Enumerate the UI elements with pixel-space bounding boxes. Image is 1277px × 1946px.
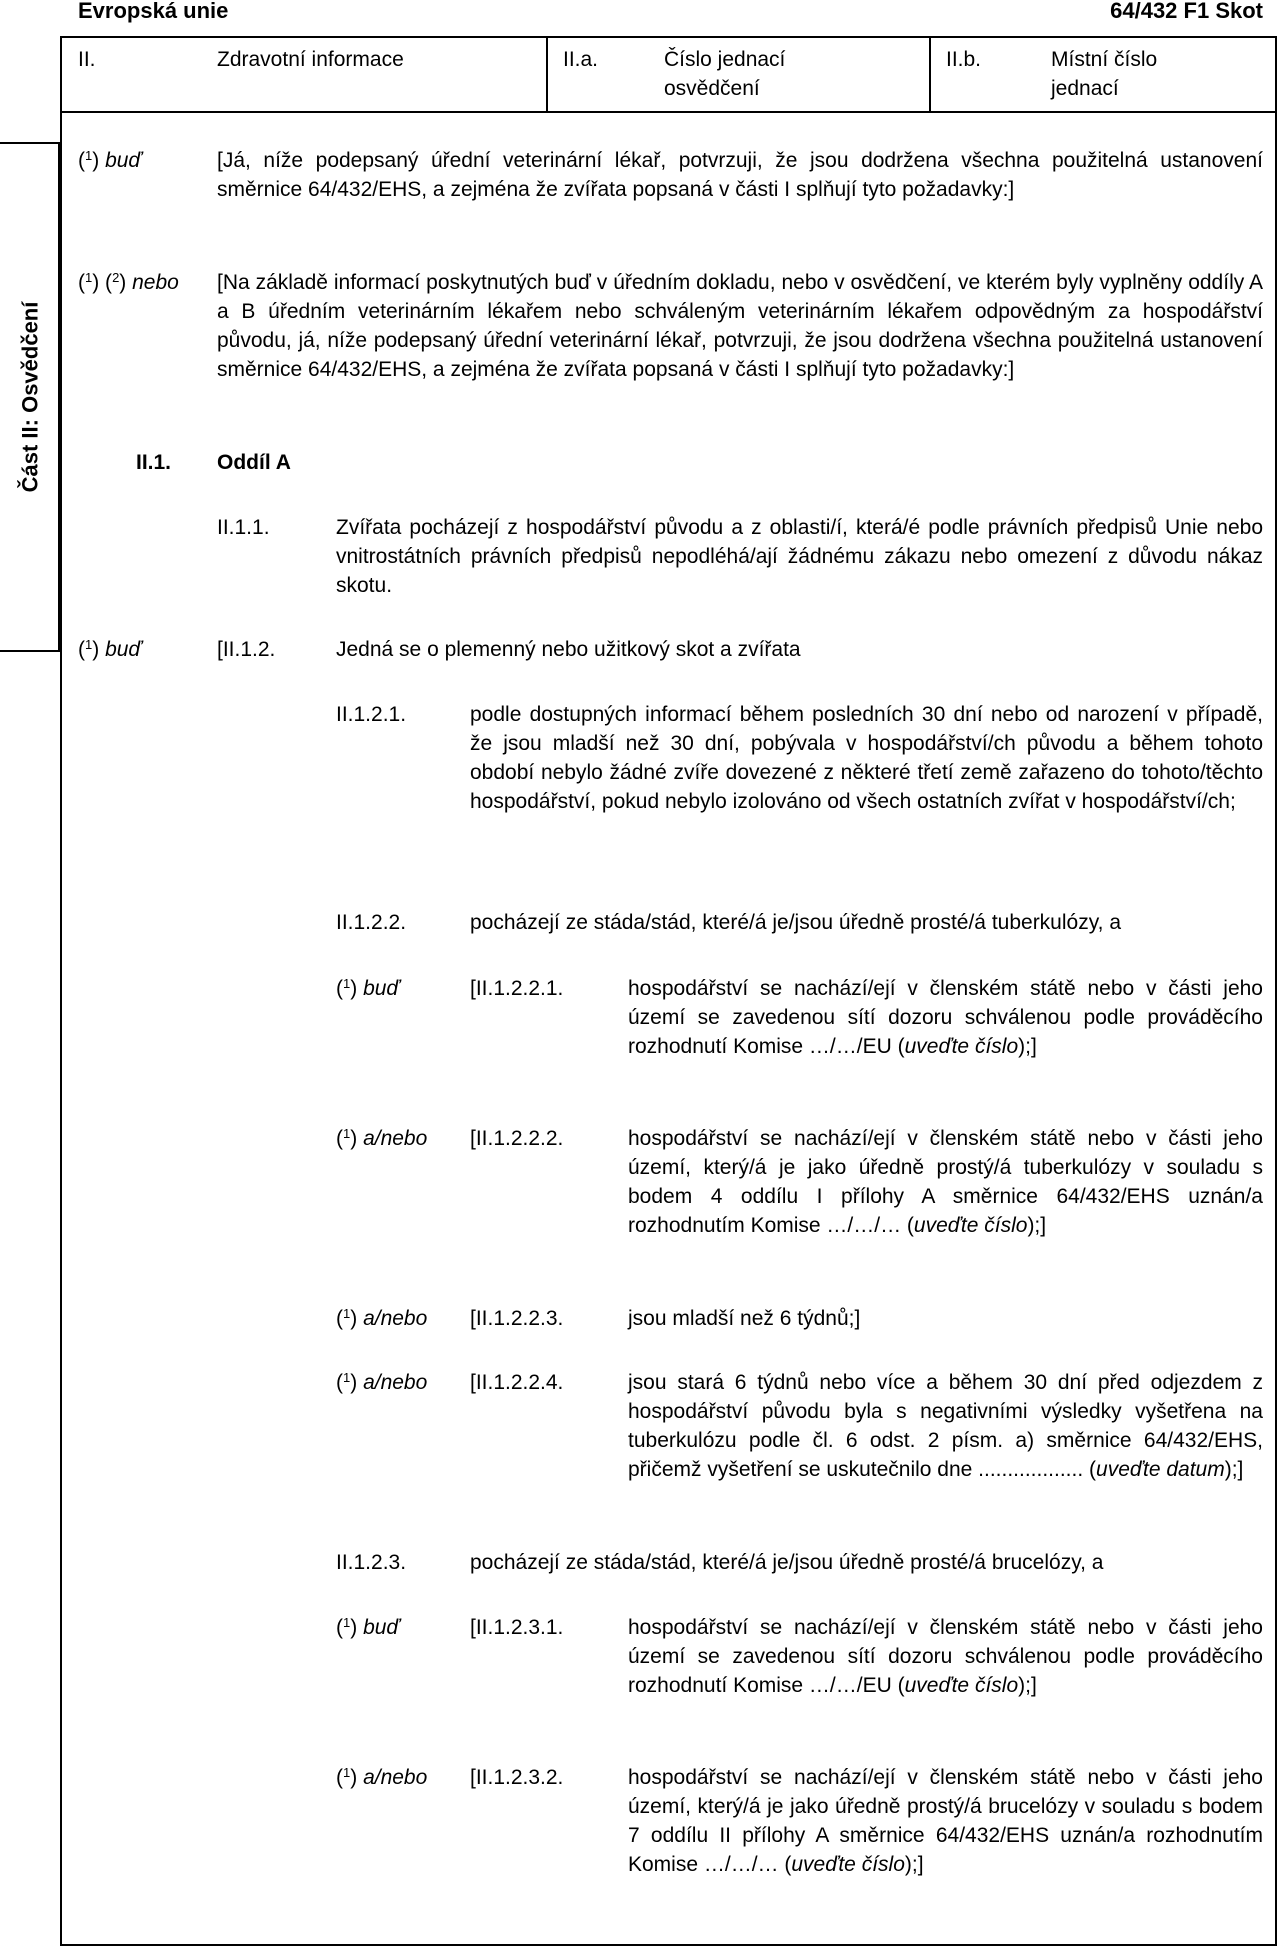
col2-number: II.a. bbox=[563, 48, 599, 71]
item-number: [II.1.2.2.1. bbox=[470, 977, 564, 1000]
block-2-text: [Na základě informací poskytnutých buď v úředním dokladu, nebo v osvědčení, ve kterém byly vyplněny oddíly A a B úředním veterinárním lékařem nebo schváleným veterinárním lékařem odpovědným za hospodářství původu, já, níže podepsaný úřední veterinární lékař, potvrzuji, že jsou dodržena všechna použitelná ustanovení směrnice 64/432/EHS, a zejména že zvířata popsaná v části I splňují tyto požadavky:] bbox=[217, 271, 1263, 381]
header-bottom-line bbox=[60, 111, 1277, 113]
frame-left-line bbox=[60, 36, 62, 1946]
item-text: hospodářství se nachází/ejí v členském státě nebo v části jeho území se zavedenou sítí dozoru schválenou podle prováděcího rozhodnutí Komise …/…/EU (uveďte číslo);] bbox=[628, 977, 1263, 1058]
item-number: [II.1.2.2.3. bbox=[470, 1307, 564, 1330]
col1-number: II. bbox=[78, 48, 96, 71]
item-number: [II.1.2. bbox=[217, 638, 276, 661]
item-number: [II.1.2.3.1. bbox=[470, 1616, 564, 1639]
header-left: Evropská unie bbox=[78, 0, 229, 23]
item-number: [II.1.2.2.2. bbox=[470, 1127, 564, 1150]
item-marker: ($^1$) a/nebo bbox=[336, 1126, 428, 1150]
section-title: Oddíl A bbox=[217, 451, 291, 474]
item-number: II.1.2.3. bbox=[336, 1551, 407, 1574]
item-text: hospodářství se nachází/ejí v členském státě nebo v části jeho území, který/á je jako úředně prostý/á brucelózy v souladu s bodem 7 oddílu II přílohy A směrnice 64/432/EHS uznán/a rozhodnutím Komise …/…/… (uveďte číslo);] bbox=[628, 1766, 1263, 1876]
item-marker: ($^1$) a/nebo bbox=[336, 1765, 428, 1789]
item-number: II.1.1. bbox=[217, 516, 270, 539]
item-marker: ($^1$) a/nebo bbox=[336, 1306, 428, 1330]
col3-number: II.b. bbox=[946, 48, 982, 71]
col2-label: Číslo jednací osvědčení bbox=[664, 48, 786, 100]
header-divider-2 bbox=[929, 36, 931, 113]
item-marker: ($^1$) buď bbox=[78, 637, 142, 661]
item-marker: ($^1$) buď bbox=[336, 976, 400, 1000]
col1-label: Zdravotní informace bbox=[217, 48, 404, 71]
frame-top-line bbox=[60, 36, 1277, 38]
item-text: jsou mladší než 6 týdnů;] bbox=[628, 1307, 861, 1330]
item-number: [II.1.2.2.4. bbox=[470, 1371, 564, 1394]
item-marker: ($^1$) buď bbox=[336, 1615, 400, 1639]
item-number: II.1.2.2. bbox=[336, 911, 407, 934]
section-number: II.1. bbox=[136, 451, 172, 474]
item-text: podle dostupných informací během posledních 30 dní nebo od narození v případě, že jsou mladší než 30 dní, pobývala v hospodářství/ch původu a během tohoto období nebylo žádné zvíře dovezené z některé třetí země zařazeno do tohoto/těchto hospodářství, pokud nebylo izolováno od všech ostatních zvířat v hospodářství/ch; bbox=[470, 703, 1263, 813]
col3-label: Místní číslo jednací bbox=[1051, 48, 1158, 100]
header-right: 64/432 F1 Skot bbox=[1110, 0, 1263, 23]
item-marker: ($^1$) a/nebo bbox=[336, 1370, 428, 1394]
item-number: II.1.2.1. bbox=[336, 703, 407, 726]
header-divider-1 bbox=[546, 36, 548, 113]
item-number: [II.1.2.3.2. bbox=[470, 1766, 564, 1789]
block-2-marker: ($^1$) ($^2$) nebo bbox=[78, 270, 179, 294]
side-tab-label: Část II: Osvědčení bbox=[17, 301, 43, 493]
item-text: Zvířata pocházejí z hospodářství původu a z oblasti/í, která/é podle právních předpisů Unie nebo vnitrostátních právních předpisů nepodléhá/ají žádnému zákazu nebo omezení z důvodu nákaz skotu. bbox=[336, 516, 1263, 597]
item-text: jsou stará 6 týdnů nebo více a během 30 dní před odjezdem z hospodářství původu byla s negativními výsledky vyšetřena na tuberkulózu podle čl. 6 odst. 2 písm. a) směrnice 64/432/EHS, přičemž vyšetření se uskutečnilo dne .................. (uveďte datum);] bbox=[628, 1371, 1263, 1481]
block-1-marker: ($^1$) buď bbox=[78, 148, 142, 172]
item-text: hospodářství se nachází/ejí v členském státě nebo v části jeho území, který/á je jako úředně prostý/á tuberkulózy v souladu s bodem 4 oddílu I přílohy A směrnice 64/432/EHS uznán/a rozhodnutím Komise …/…/… (uveďte číslo);] bbox=[628, 1127, 1263, 1237]
item-text: pocházejí ze stáda/stád, které/á je/jsou úředně prosté/á brucelózy, a bbox=[470, 1551, 1104, 1574]
item-text: hospodářství se nachází/ejí v členském státě nebo v části jeho území se zavedenou sítí dozoru schválenou podle prováděcího rozhodnutí Komise …/…/EU (uveďte číslo);] bbox=[628, 1616, 1263, 1697]
item-text: Jedná se o plemenný nebo užitkový skot a zvířata bbox=[336, 638, 801, 661]
block-1-text: [Já, níže podepsaný úřední veterinární lékař, potvrzuji, že jsou dodržena všechna použitelná ustanovení směrnice 64/432/EHS, a zejména že zvířata popsaná v části I splňují tyto požadavky:] bbox=[217, 149, 1263, 201]
item-text: pocházejí ze stáda/stád, které/á je/jsou úředně prosté/á tuberkulózy, a bbox=[470, 911, 1121, 934]
